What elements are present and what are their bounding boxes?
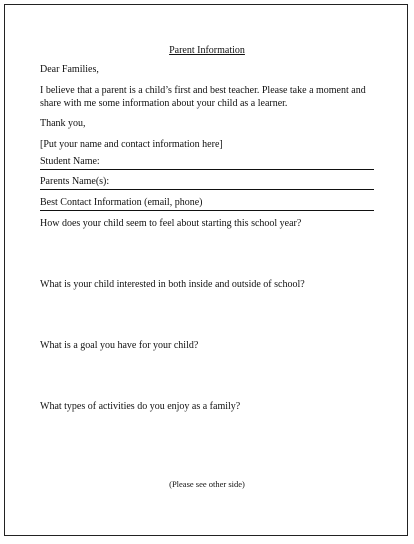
question-family-activities: What types of activities do you enjoy as a family? bbox=[40, 401, 241, 412]
student-name-label: Student Name: bbox=[40, 156, 100, 167]
best-contact-field[interactable] bbox=[40, 197, 374, 211]
parents-names-label: Parents Name(s): bbox=[40, 176, 110, 187]
question-feel-about-year: How does your child seem to feel about starting this school year? bbox=[40, 218, 302, 229]
document-page bbox=[4, 4, 408, 536]
student-name-field[interactable] bbox=[40, 156, 374, 170]
closing-thanks: Thank you, bbox=[40, 118, 86, 129]
contact-placeholder: [Put your name and contact information here] bbox=[40, 139, 223, 150]
parents-names-field[interactable] bbox=[40, 176, 374, 190]
title-text: Parent Information bbox=[169, 45, 245, 56]
greeting: Dear Families, bbox=[40, 64, 99, 75]
best-contact-label: Best Contact Information (email, phone) bbox=[40, 197, 203, 208]
page-title bbox=[5, 45, 409, 56]
intro-paragraph: I believe that a parent is a child’s first and best teacher. Please take a moment and share with me some information about your child as a learner. bbox=[40, 85, 366, 109]
question-interests: What is your child interested in both inside and outside of school? bbox=[40, 279, 305, 290]
question-goal: What is a goal you have for your child? bbox=[40, 340, 199, 351]
footer-note: (Please see other side) bbox=[169, 479, 245, 489]
